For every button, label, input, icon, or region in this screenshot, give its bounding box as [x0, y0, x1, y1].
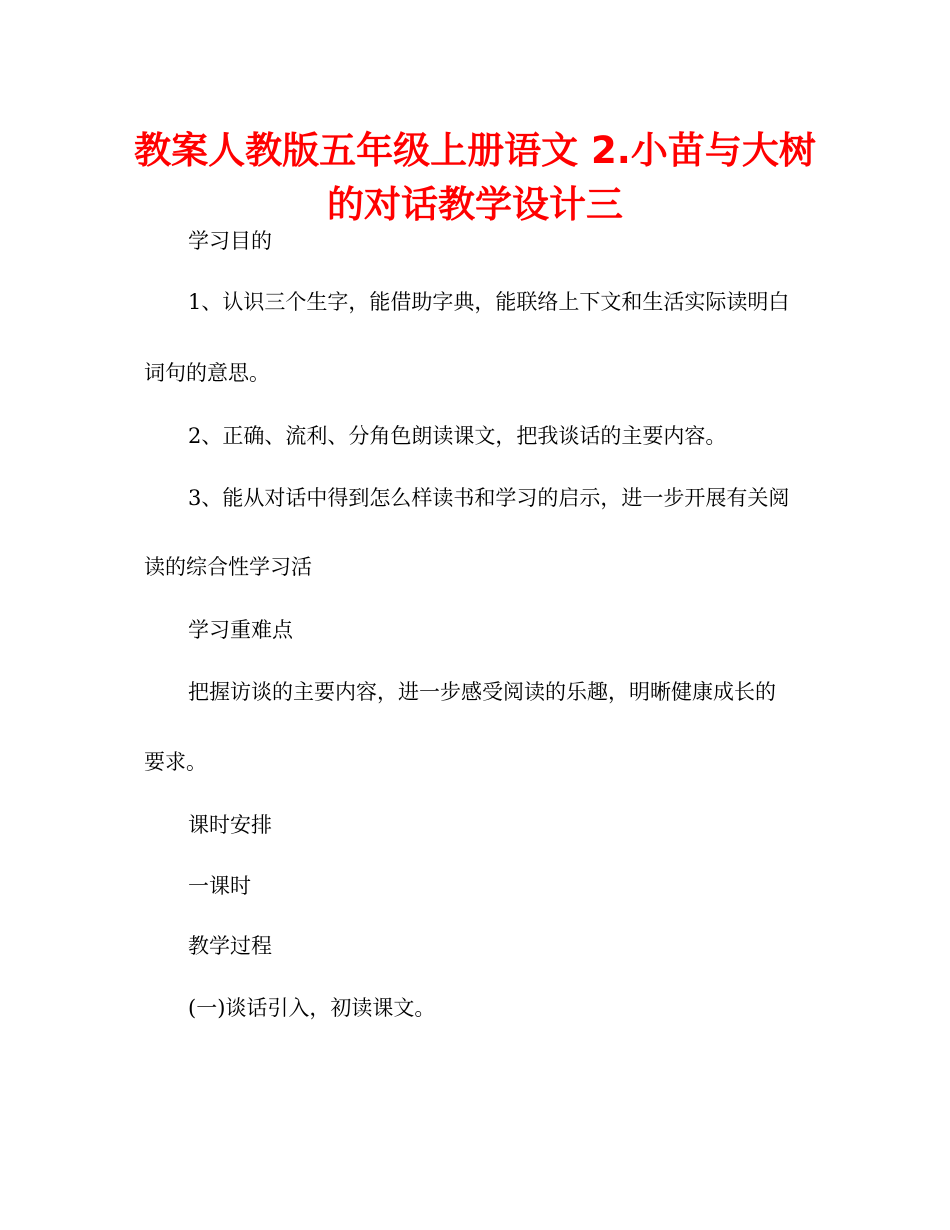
process-step-1: (一)谈话引入，初读课文。	[188, 996, 436, 1020]
heading-schedule: 课时安排	[188, 813, 272, 837]
goal-1-line-2: 词句的意思。	[144, 361, 270, 385]
heading-learning-goals: 学习目的	[188, 229, 272, 253]
key-points-line-2: 要求。	[144, 750, 207, 774]
document-title	[120, 124, 830, 232]
goal-2: 2、正确、流利、分角色朗读课文，把我谈话的主要内容。	[188, 424, 727, 448]
heading-teaching-process: 教学过程	[188, 934, 272, 958]
goal-1-line-1: 1、认识三个生字，能借助字典，能联络上下文和生活实际读明白	[188, 290, 790, 314]
goal-3-line-2: 读的综合性学习活	[144, 555, 312, 579]
goal-3-line-1: 3、能从对话中得到怎么样读书和学习的启示，进一步开展有关阅	[188, 486, 790, 510]
heading-key-points: 学习重难点	[188, 618, 293, 642]
key-points-line-1: 把握访谈的主要内容，进一步感受阅读的乐趣，明晰健康成长的	[188, 680, 776, 704]
schedule-value: 一课时	[188, 874, 251, 898]
title-line-2: 的对话教学设计三	[327, 183, 623, 226]
title-line-1: 教案人教版五年级上册语文 2.小苗与大树	[134, 129, 816, 172]
